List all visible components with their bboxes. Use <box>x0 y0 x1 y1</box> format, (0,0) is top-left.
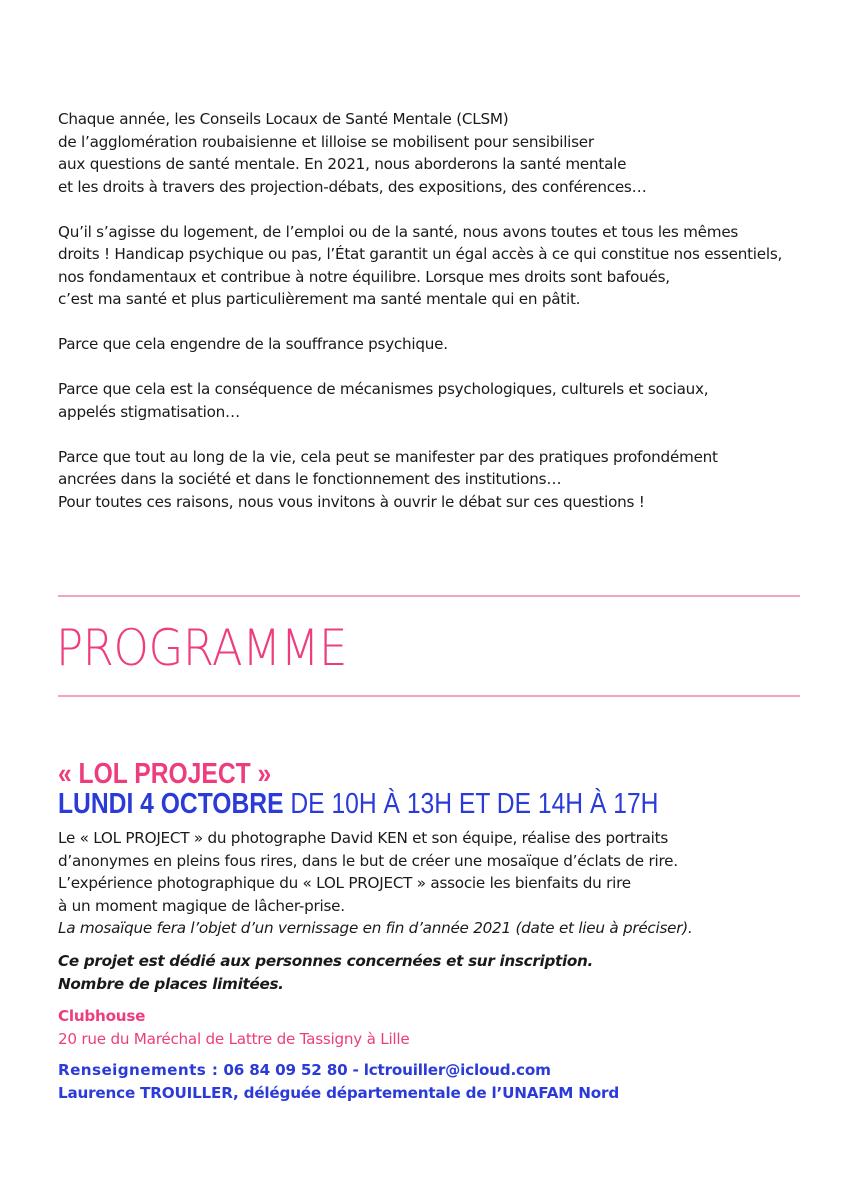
vernissage-note: La mosaïque fera l’objet d’un vernissage en fin d’année 2021 (date et lieu à préciser). <box>58 919 693 937</box>
text-line: de l’agglomération roubaisienne et lilloise se mobilisent pour sensibiliser <box>58 132 594 151</box>
contact-label: Renseignements : <box>58 1061 219 1079</box>
event-hours: DE 10H À 13H ET DE 14H À 17H <box>283 788 659 820</box>
contact-person: Laurence TROUILLER, déléguée départementale de l’UNAFAM Nord <box>58 1083 620 1102</box>
text-line: Parce que cela est la conséquence de mécanismes psychologiques, culturels et sociaux, <box>58 380 709 398</box>
text-line: Pour toutes ces raisons, nous vous invitons à ouvrir le débat sur ces questions ! <box>58 492 645 511</box>
contact-info <box>58 1059 619 1104</box>
intro-paragraph <box>58 221 818 311</box>
intro-paragraph <box>58 108 818 198</box>
text-line: et les droits à travers des projection-débats, des expositions, des conférences… <box>58 177 647 196</box>
divider-top <box>58 595 800 597</box>
divider-bottom <box>58 695 800 697</box>
venue-address: 20 rue du Maréchal de Lattre de Tassigny à Lille <box>58 1029 410 1048</box>
contact-line <box>58 1059 619 1082</box>
text-line: Qu’il s’agisse du logement, de l’emploi ou de la santé, nous avons toutes et tous les mêmes <box>58 222 739 241</box>
event-date <box>58 787 658 821</box>
text-line: d’anonymes en pleins fous rires, dans le but de créer une mosaïque d’éclats de rire. <box>58 851 678 870</box>
event-title: « LOL PROJECT » <box>58 758 272 790</box>
programme-heading: PROGRAMME <box>56 619 347 677</box>
intro-text <box>58 108 818 536</box>
text-line: Le « LOL PROJECT » du photographe David KEN et son équipe, réalise des portraits <box>58 829 668 847</box>
intro-paragraph <box>58 378 818 423</box>
text-line: ancrées dans la société et dans le fonctionnement des institutions… <box>58 470 562 488</box>
contact-value: 06 84 09 52 80 - lctrouiller@icloud.com <box>218 1061 551 1079</box>
text-line: à un moment magique de lâcher-prise. <box>58 896 345 915</box>
venue-name: Clubhouse <box>58 1007 146 1025</box>
text-line: c’est ma santé et plus particulièrement ma santé mentale qui en pâtit. <box>58 290 581 308</box>
event-day: LUNDI 4 OCTOBRE <box>58 788 284 820</box>
text-line: Parce que cela engendre de la souffrance psychique. <box>58 335 448 353</box>
text-line: Nombre de places limitées. <box>58 974 284 993</box>
text-line: L’expérience photographique du « LOL PROJECT » associe les bienfaits du rire <box>58 874 631 892</box>
text-line: droits ! Handicap psychique ou pas, l’État garantit un égal accès à ce qui constitue nos essentiels, <box>58 245 783 263</box>
text-line: Parce que tout au long de la vie, cela peut se manifester par des pratiques profondément <box>58 447 718 466</box>
text-line: Chaque année, les Conseils Locaux de Santé Mentale (CLSM) <box>58 110 509 128</box>
intro-paragraph <box>58 446 818 514</box>
text-line: aux questions de santé mentale. En 2021, nous aborderons la santé mentale <box>58 155 627 173</box>
text-line: nos fondamentaux et contribue à notre équilibre. Lorsque mes droits sont bafoués, <box>58 267 670 286</box>
venue <box>58 1005 409 1050</box>
text-line: appelés stigmatisation… <box>58 402 240 421</box>
intro-paragraph <box>58 333 818 356</box>
event-description <box>58 827 818 940</box>
text-line: Ce projet est dédié aux personnes concernées et sur inscription. <box>58 952 594 970</box>
registration-notice <box>58 950 593 995</box>
